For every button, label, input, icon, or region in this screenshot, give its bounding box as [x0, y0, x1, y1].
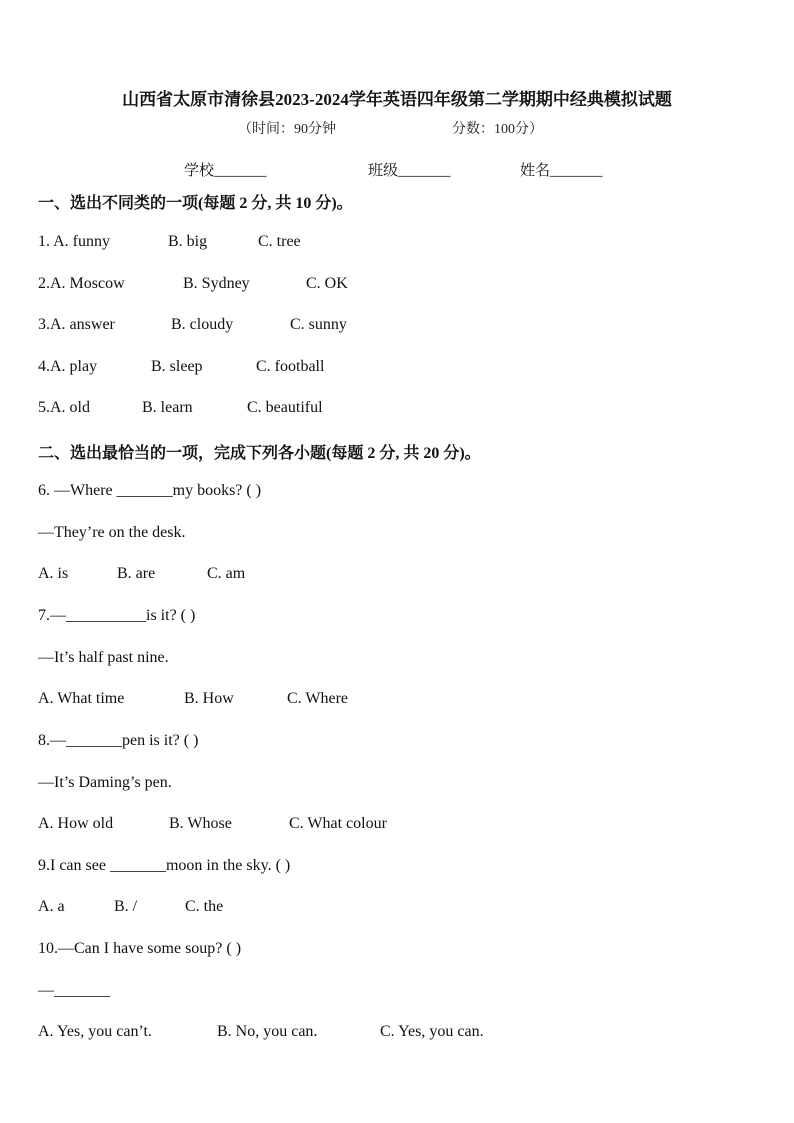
- q7-options: [38, 690, 349, 708]
- exam-title: 山西省太原市清徐县2023-2024学年英语四年级第二学期期中经典模拟试题: [122, 90, 672, 109]
- q6-option-a: A. is: [38, 565, 69, 582]
- school-field: 学校_______: [184, 163, 267, 179]
- q5-option-c: C. beautiful: [247, 399, 323, 416]
- q9-option-a: A. a: [38, 898, 65, 915]
- q1-option-c: C. tree: [258, 233, 301, 250]
- exam-score: 分数：100分）: [452, 122, 543, 137]
- q5-option-b: B. learn: [142, 399, 193, 416]
- q10-option-a: A. Yes, you can’t.: [38, 1023, 152, 1040]
- q6-option-c: C. am: [207, 565, 246, 582]
- section2-heading: 二、选出最恰当的一项，完成下列各小题(每题 2 分, 共 20 分)。: [38, 445, 481, 462]
- q9-option-b: B. /: [114, 898, 138, 915]
- q7-option-a: A. What time: [38, 690, 125, 707]
- question-2: [38, 275, 348, 293]
- q7-stem: 7.—__________is it? ( ): [38, 607, 196, 624]
- q6-options: [38, 565, 246, 583]
- q4-option-c: C. football: [256, 358, 325, 375]
- q8-option-a: A. How old: [38, 815, 114, 832]
- q6-answer-line: —They’re on the desk.: [38, 524, 186, 541]
- question-5: [38, 399, 323, 417]
- question-3: [38, 316, 347, 334]
- q2-option-b: B. Sydney: [183, 275, 250, 292]
- section1-heading: 一、选出不同类的一项(每题 2 分, 共 10 分)。: [38, 195, 353, 212]
- q2-option-c: C. OK: [306, 275, 348, 292]
- q1-option-b: B. big: [168, 233, 208, 250]
- q3-option-a: 3.A. answer: [38, 316, 115, 333]
- q10-answer-line: —_______: [38, 982, 110, 999]
- q3-option-b: B. cloudy: [171, 316, 234, 333]
- q3-option-c: C. sunny: [290, 316, 347, 333]
- q9-stem: 9.I can see _______moon in the sky. ( ): [38, 857, 291, 874]
- question-4: [38, 358, 325, 376]
- q4-option-a: 4.A. play: [38, 358, 98, 375]
- name-field: 姓名_______: [520, 163, 603, 179]
- class-field: 班级_______: [368, 163, 451, 179]
- q7-answer-line: —It’s half past nine.: [38, 649, 169, 666]
- q6-option-b: B. are: [117, 565, 156, 582]
- q9-option-c: C. the: [185, 898, 224, 915]
- question-1: [38, 233, 301, 251]
- q10-option-b: B. No, you can.: [217, 1023, 318, 1040]
- q8-options: [38, 815, 387, 833]
- q9-options: [38, 898, 224, 916]
- q10-options: [38, 1023, 484, 1041]
- q1-option-a: 1. A. funny: [38, 233, 110, 250]
- q7-option-b: B. How: [184, 690, 234, 707]
- exam-time: （时间：90分钟: [238, 122, 336, 137]
- q2-option-a: 2.A. Moscow: [38, 275, 125, 292]
- q7-option-c: C. Where: [287, 690, 349, 707]
- q8-answer-line: —It’s Daming’s pen.: [38, 774, 172, 791]
- q8-option-c: C. What colour: [289, 815, 387, 832]
- q8-stem: 8.—_______pen is it? ( ): [38, 732, 199, 749]
- q8-option-b: B. Whose: [169, 815, 232, 832]
- q6-stem: 6. —Where _______my books? ( ): [38, 482, 262, 499]
- q10-option-c: C. Yes, you can.: [380, 1023, 484, 1040]
- q5-option-a: 5.A. old: [38, 399, 90, 416]
- q4-option-b: B. sleep: [151, 358, 203, 375]
- q10-stem: 10.—Can I have some soup? ( ): [38, 940, 242, 957]
